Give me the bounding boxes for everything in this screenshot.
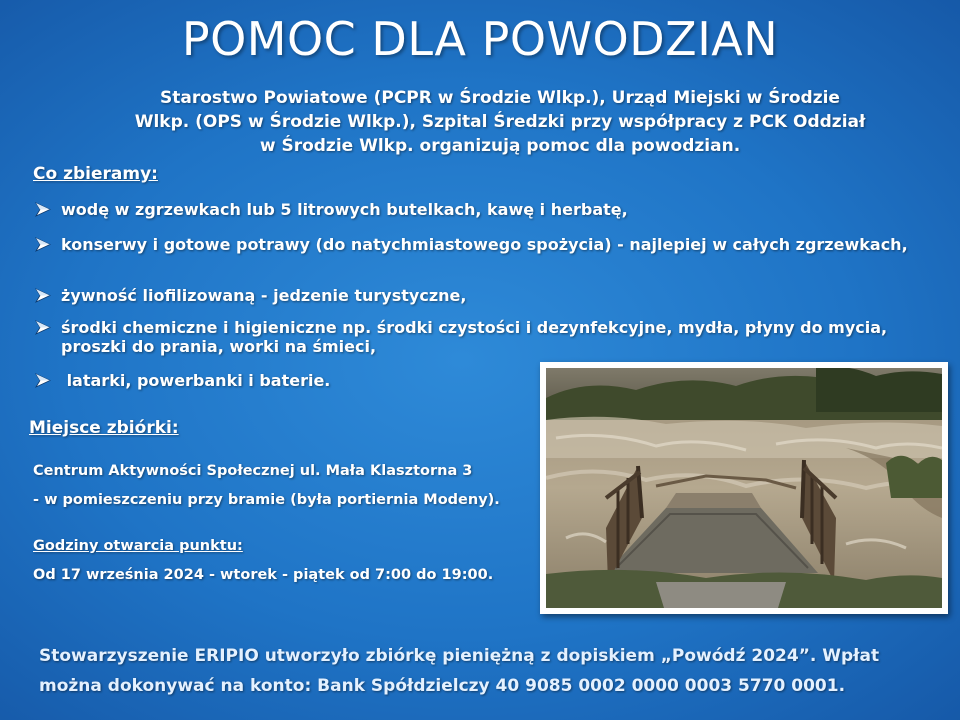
list-item <box>33 235 913 254</box>
place-address: Centrum Aktywności Społecznej ul. Mała Klasztorna 3 <box>33 463 473 479</box>
list-item <box>33 318 913 356</box>
flooded-bridge-photo <box>546 368 942 608</box>
intro-text: Starostwo Powiatowe (PCPR w Środzie Wlkp.), Urząd Miejski w Środzie Wlkp. (OPS w Środzie Wlkp.), Szpital Średzki przy współpracy z PCK Oddział w Środzie Wlkp. organizują pomoc dla powodzian. <box>134 88 866 156</box>
arrow-bullet-icon <box>33 286 55 305</box>
arrow-bullet-icon <box>33 200 55 219</box>
list-item <box>33 286 913 305</box>
place-detail: - w pomieszczeniu przy bramie (była portiernia Modeny). <box>33 492 500 508</box>
donation-footer: Stowarzyszenie ERIPIO utworzyło zbiórkę pieniężną z dopiskiem „Powódź 2024”. Wpłat można dokonywać na konto: Bank Spółdzielczy 40 9085 0002 0000 0003 5770 0001. <box>39 646 880 696</box>
arrow-bullet-icon <box>33 371 55 390</box>
list-item-text: żywność liofilizowaną - jedzenie turystyczne, <box>61 286 467 305</box>
hours-heading: Godziny otwarcia punktu: <box>33 538 243 554</box>
arrow-bullet-icon <box>33 235 55 254</box>
page-title: POMOC DLA POWODZIAN <box>181 12 779 66</box>
collect-heading: Co zbieramy: <box>33 164 158 184</box>
list-item-text: latarki, powerbanki i baterie. <box>61 371 331 390</box>
list-item-text: środki chemiczne i higieniczne np. środki czystości i dezynfekcyjne, mydła, płyny do mycia, proszki do prania, worki na śmieci, <box>61 318 888 356</box>
list-item-text: wodę w zgrzewkach lub 5 litrowych butelkach, kawę i herbatę, <box>61 200 628 219</box>
list-item-text: konserwy i gotowe potrawy (do natychmiastowego spożycia) - najlepiej w całych zgrzewkach, <box>61 235 908 254</box>
flood-photo-frame <box>540 362 948 614</box>
hours-text: Od 17 września 2024 - wtorek - piątek od 7:00 do 19:00. <box>33 567 494 583</box>
place-heading: Miejsce zbiórki: <box>29 418 179 438</box>
list-item <box>33 200 913 219</box>
arrow-bullet-icon <box>33 318 55 337</box>
